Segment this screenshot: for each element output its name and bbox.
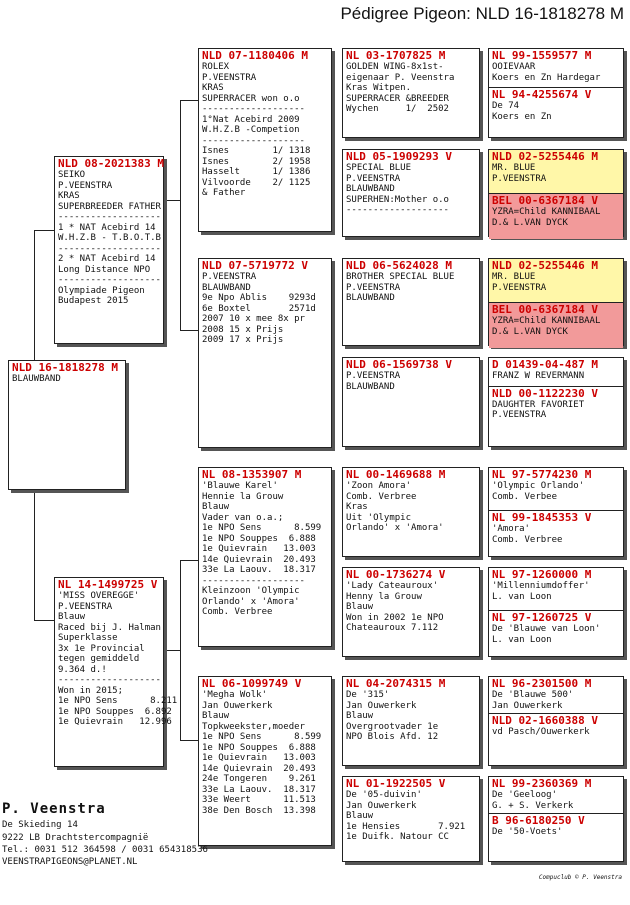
page-title: Pédigree Pigeon: NLD 16-1818278 M [340,4,624,23]
ring-number: NLD 05-1909293 V [343,150,479,163]
ring-number: B 96-6180250 V [489,814,623,827]
breeder-street: De Skieding 14 [2,820,78,830]
great-grandparent-box: NL 03-1707825 M GOLDEN WING-8x1st- eigenaar P. Veenstra Kras Witpen. SUPERRACER &BREEDER Wychen 1/ 2502 [342,48,480,138]
great-grandparent-box: NLD 06-1569738 V P.VEENSTRA BLAUWBAND [342,357,480,447]
ring-number: NLD 08-2021383 M [55,157,163,170]
ring-number: NL 97-1260000 M [489,568,623,581]
connector [34,230,54,231]
connector [180,330,198,331]
great-great-grandparent-pair: NL 99-1559577 M OOIEVAAR Koers en Zn Hardegar NL 94-4255674 V De 74 Koers en Zn [488,48,624,138]
dam-box: NL 14-1499725 V 'MISS OVEREGGE' P.VEENSTRA Blauw Raced bij J. Halman Superklasse 3x 1e Provincial tegen gemiddeld 9.364 d.! ------------------- Won in 2015; 1e NPO Sens 8.211 1e NPO Souppes 6.892 1e Quievrain 12.996 [54,577,164,767]
ring-number: NLD 06-5624028 M [343,259,479,272]
great-great-grandparent-pair: NL 97-1260000 M 'Millenniumdoffer' L. van Loon NL 97-1260725 V De 'Blauwe van Loon' L. van Loon [488,567,624,657]
ring-number: NL 00-1469688 M [343,468,479,481]
breeder-city: 9222 LB Drachtstercompagnië [2,833,149,843]
ring-number: NL 04-2074315 M [343,677,479,690]
connector [34,620,54,621]
great-great-grandparent-pair: D 01439-04-487 M FRANZ W REVERMANN NLD 00-1122230 V DAUGHTER FAVORIET P.VEENSTRA [488,357,624,447]
great-great-grandparent-pair: NLD 02-5255446 M MR. BLUE P.VEENSTRA BEL 00-6367184 V YZRA=Child KANNIBAAL D.& L.VAN DYCK [488,258,624,346]
sire-box: NLD 08-2021383 M SEIKO P.VEENSTRA KRAS SUPERBREEDER FATHER ------------------- 1 * NAT Acebird 14 W.H.Z.B - T.B.O.T.B ------------------- 2 * NAT Acebird 14 Long Distance NPO ------------------- Olympiade Pigeon Budapest 2015 [54,156,164,344]
breeder-email: VEENSTRAPIGEONS@PLANET.NL [2,857,138,867]
ring-number: NL 94-4255674 V [489,88,623,101]
connector [34,490,35,620]
great-grandparent-box: NL 00-1469688 M 'Zoon Amora' Comb. Verbree Kras Uit 'Olympic Orlando' x 'Amora' [342,467,480,557]
great-great-grandparent-pair: NL 99-2360369 M De 'Geeloog' G. + S. Verkerk B 96-6180250 V De '50-Voets' [488,776,624,862]
great-great-grandparent-pair: NL 97-5774230 M 'Olympic Orlando' Comb. Verbee NL 99-1845353 V 'Amora' Comb. Verbree [488,467,624,557]
ring-number: NL 00-1736274 V [343,568,479,581]
breeder-name: P. Veenstra [2,801,106,817]
great-grandparent-box: NLD 05-1909293 V SPECIAL BLUE P.VEENSTRA BLAUWBAND SUPERHEN:Mother o.o ------------------- [342,149,480,237]
connector [34,230,35,360]
grandparent-box: NLD 07-5719772 V P.VEENSTRA BLAUWBAND 9e Npo Ablis 9293d 6e Boxtel 2571d 2007 10 x mee 8x pr 2008 15 x Prijs 2009 17 x Prijs [198,258,332,448]
ring-number: NL 99-1559577 M [489,49,623,62]
great-great-grandparent-pair: NL 96-2301500 M De 'Blauwe 500' Jan Ouwerkerk NLD 02-1660388 V vd Pasch/Ouwerkerk [488,676,624,766]
connector [180,560,181,740]
ring-number: NLD 02-5255446 M [489,150,623,163]
ring-number: BEL 00-6367184 V [489,303,623,316]
great-grandparent-box: NL 00-1736274 V 'Lady Cateauroux' Henny la Grouw Blauw Won in 2002 1e NPO Chateauroux 7.112 [342,567,480,657]
credit-text: Compuclub © P. Veenstra [538,874,622,881]
ring-number: NL 97-1260725 V [489,611,623,624]
great-great-grandparent-pair: NLD 02-5255446 M MR. BLUE P.VEENSTRA BEL 00-6367184 V YZRA=Child KANNIBAAL D.& L.VAN DYCK [488,149,624,237]
subject-pigeon: NLD 16-1818278 M BLAUWBAND [8,360,126,490]
ring-number: NLD 06-1569738 V [343,358,479,371]
ring-number: NL 99-2360369 M [489,777,623,790]
ring-number: NLD 00-1122230 V [489,387,623,400]
ring-number: NLD 07-5719772 V [199,259,331,272]
great-grandparent-box: NLD 06-5624028 M BROTHER SPECIAL BLUE P.VEENSTRA BLAUWBAND [342,258,480,346]
connector [164,650,180,651]
grandparent-box: NL 08-1353907 M 'Blauwe Karel' Hennie la Grouw Blauw Vader van o.a.; 1e NPO Sens 8.599 1e NPO Souppes 6.888 1e Quievrain 13.003 14e Quievrain 20.493 33e La Laouv. 18.317 ------------------- Kleinzoon 'Olympic Orlando' x 'Amora' Comb. Verbree [198,467,332,647]
ring-number: NL 99-1845353 V [489,511,623,524]
ring-number: NL 97-5774230 M [489,468,623,481]
ring-number: NL 01-1922505 V [343,777,479,790]
grandparent-box: NL 06-1099749 V 'Megha Wolk' Jan Ouwerkerk Blauw Topkweekster,moeder 1e NPO Sens 8.599 1e NPO Souppes 6.888 1e Quievrain 13.003 14e Quievrain 20.493 24e Tongeren 9.261 33e La Laouv. 18.317 33e Weert 11.513 38e Den Bosch 13.398 [198,676,332,846]
ring-number: NL 14-1499725 V [55,578,163,591]
ring-number: NL 08-1353907 M [199,468,331,481]
ring-number: NLD 02-5255446 M [489,259,623,272]
grandparent-box: NLD 07-1180406 M ROLEX P.VEENSTRA KRAS SUPERRACER won o.o ------------------- 1°Nat Acebird 2009 W.H.Z.B -Competion ------------------- Isnes 1/ 1318 Isnes 2/ 1958 Hasselt 1/ 1386 Vilvoorde 2/ 1125 & Father [198,48,332,232]
connector [180,100,198,101]
breeder-phone: Tel.: 0031 512 364598 / 0031 654318536 [2,845,208,855]
connector [164,200,180,201]
connector [180,560,198,561]
ring-number: NLD 16-1818278 M [9,361,125,374]
connector [180,740,198,741]
ring-number: NLD 02-1660388 V [489,714,623,727]
connector [180,100,181,330]
ring-number: BEL 00-6367184 V [489,194,623,207]
ring-number: D 01439-04-487 M [489,358,623,371]
ring-number: NL 03-1707825 M [343,49,479,62]
great-grandparent-box: NL 04-2074315 M De '315' Jan Ouwerkerk Blauw Overgrootvader 1e NPO Blois Afd. 12 [342,676,480,766]
ring-number: NL 96-2301500 M [489,677,623,690]
ring-number: NLD 07-1180406 M [199,49,331,62]
ring-number: NL 06-1099749 V [199,677,331,690]
great-grandparent-box: NL 01-1922505 V De '05-duivin' Jan Ouwerkerk Blauw 1e Hensies 7.921 1e Duifk. Natour CC [342,776,480,862]
